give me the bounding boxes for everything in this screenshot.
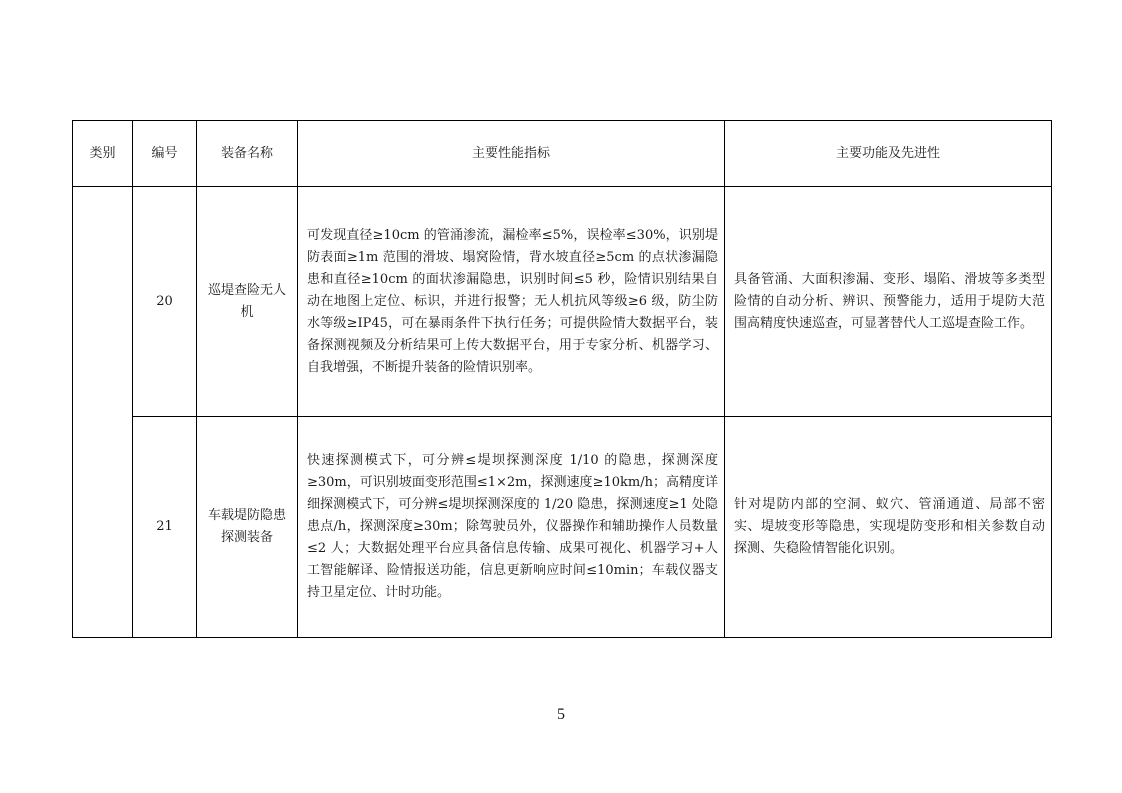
performance-cell: 可发现直径≥10cm 的管涌渗流，漏检率≤5%，误检率≤30%，识别堤防表面≥1m 范围的滑坡、塌窝险情，背水坡直径≥5cm 的点状渗漏隐患和直径≥10cm 的面状渗漏隐患，识别时间≤5 秒，险情识别结果自动在地图上定位、标识，并进行报警；无人机抗风等级≥6 级，防尘防水等级≥IP45，可在暴雨条件下执行任务；可提供险情大数据平台，装备探测视频及分析结果可上传大数据平台，用于专家分析、机器学习、自我增强，不断提升装备的险情识别率。 bbox=[298, 187, 725, 417]
header-performance: 主要性能指标 bbox=[298, 121, 725, 187]
table-row bbox=[73, 417, 1052, 638]
page-number: 5 bbox=[557, 706, 565, 723]
category-cell bbox=[73, 187, 133, 638]
equipment-spec-table bbox=[72, 120, 1052, 638]
table-row bbox=[73, 187, 1052, 417]
number-cell: 20 bbox=[133, 187, 197, 417]
performance-cell: 快速探测模式下，可分辨≤堤坝探测深度 1/10 的隐患，探测深度≥30m，可识别坡面变形范围≤1×2m，探测速度≥10km/h；高精度详细探测模式下，可分辨≤堤坝探测深度的 1/20 隐患，探测速度≥1 处隐患点/h，探测深度≥30m；除驾驶员外，仪器操作和辅助操作人员数量≤2 人；大数据处理平台应具备信息传输、成果可视化、机器学习+人工智能解译、险情报送功能，信息更新响应时间≤10min；车载仪器支持卫星定位、计时功能。 bbox=[298, 417, 725, 638]
table-header-row bbox=[73, 121, 1052, 187]
function-cell: 具备管涌、大面积渗漏、变形、塌陷、滑坡等多类型险情的自动分析、辨识、预警能力，适用于堤防大范围高精度快速巡查，可显著替代人工巡堤查险工作。 bbox=[725, 187, 1052, 417]
number-cell: 21 bbox=[133, 417, 197, 638]
header-function: 主要功能及先进性 bbox=[725, 121, 1052, 187]
function-cell: 针对堤防内部的空洞、蚁穴、管涌通道、局部不密实、堤坡变形等隐患，实现堤防变形和相关参数自动探测、失稳险情智能化识别。 bbox=[725, 417, 1052, 638]
equipment-name-cell: 巡堤查险无人机 bbox=[197, 187, 298, 417]
header-category: 类别 bbox=[73, 121, 133, 187]
header-number: 编号 bbox=[133, 121, 197, 187]
header-name: 装备名称 bbox=[197, 121, 298, 187]
equipment-name-cell: 车载堤防隐患探测装备 bbox=[197, 417, 298, 638]
